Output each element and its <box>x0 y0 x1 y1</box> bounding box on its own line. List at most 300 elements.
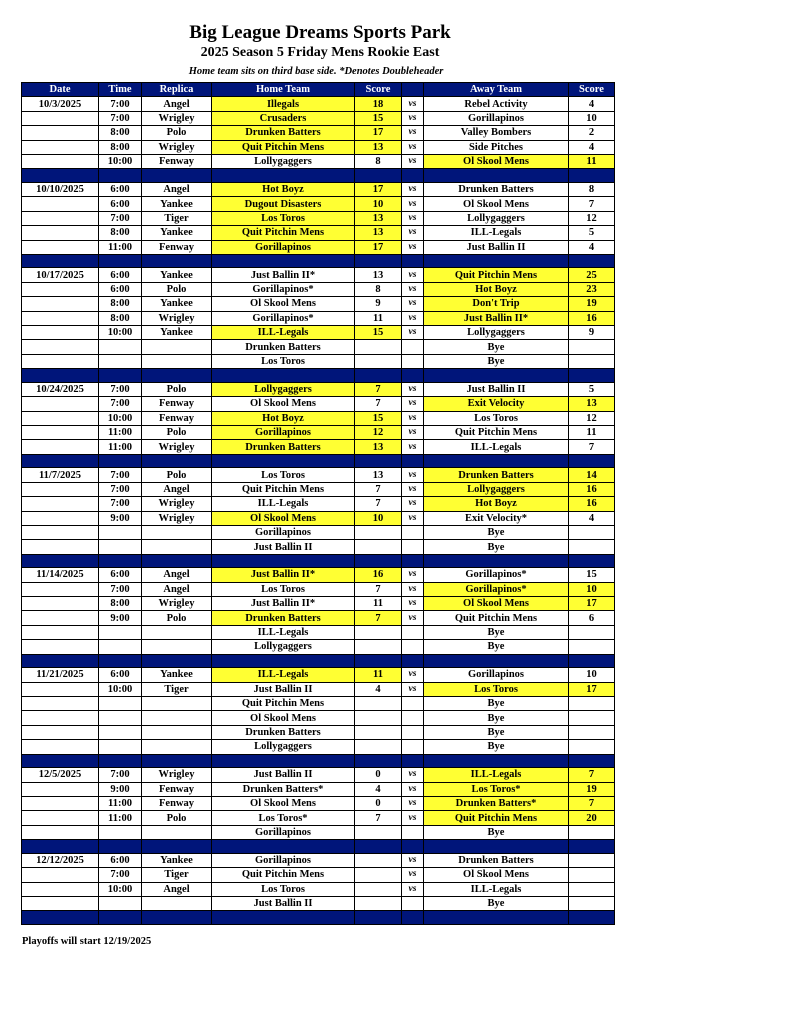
field-name: Fenway <box>142 154 212 168</box>
separator-cell <box>569 169 615 183</box>
home-score: 9 <box>355 297 402 311</box>
table-row <box>22 740 615 754</box>
separator-cell <box>99 911 142 925</box>
home-team: Lollygaggers <box>212 382 355 396</box>
table-row <box>22 711 615 725</box>
game-time: 11:00 <box>99 425 142 439</box>
separator-cell <box>212 254 355 268</box>
game-time: 11:00 <box>99 440 142 454</box>
home-team: Gorillapinos <box>212 240 355 254</box>
vs-label: vs <box>402 782 424 796</box>
game-time <box>99 825 142 839</box>
vs-label <box>402 354 424 368</box>
field-name: Polo <box>142 282 212 296</box>
away-score: 11 <box>569 154 615 168</box>
table-row <box>22 382 615 396</box>
table-row <box>22 226 615 240</box>
week-separator <box>22 169 615 183</box>
separator-cell <box>99 369 142 383</box>
game-time: 7:00 <box>99 582 142 596</box>
field-name: Tiger <box>142 868 212 882</box>
vs-label <box>402 740 424 754</box>
away-team: Quit Pitchin Mens <box>424 811 569 825</box>
field-name: Wrigley <box>142 768 212 782</box>
away-team: Bye <box>424 896 569 910</box>
away-score: 5 <box>569 226 615 240</box>
separator-cell <box>569 911 615 925</box>
header-away-team: Away Team <box>424 83 569 97</box>
field-name: Wrigley <box>142 497 212 511</box>
vs-label: vs <box>402 382 424 396</box>
away-team: Quit Pitchin Mens <box>424 611 569 625</box>
vs-label: vs <box>402 282 424 296</box>
table-row <box>22 297 615 311</box>
field-name: Polo <box>142 811 212 825</box>
home-team: Ol Skool Mens <box>212 796 355 810</box>
separator-cell <box>142 454 212 468</box>
game-date <box>22 796 99 810</box>
game-time: 6:00 <box>99 182 142 196</box>
home-score: 7 <box>355 382 402 396</box>
vs-label <box>402 640 424 654</box>
home-score: 13 <box>355 211 402 225</box>
header-date: Date <box>22 83 99 97</box>
away-score: 19 <box>569 297 615 311</box>
separator-cell <box>212 454 355 468</box>
field-name <box>142 354 212 368</box>
game-date <box>22 625 99 639</box>
field-name: Angel <box>142 97 212 111</box>
vs-label: vs <box>402 868 424 882</box>
field-name: Polo <box>142 382 212 396</box>
separator-cell <box>424 254 569 268</box>
game-time: 7:00 <box>99 97 142 111</box>
separator-cell <box>424 454 569 468</box>
field-name: Yankee <box>142 226 212 240</box>
game-date <box>22 725 99 739</box>
home-score <box>355 640 402 654</box>
away-team: Drunken Batters <box>424 853 569 867</box>
field-name: Polo <box>142 611 212 625</box>
game-date <box>22 811 99 825</box>
field-name: Polo <box>142 126 212 140</box>
game-time: 7:00 <box>99 382 142 396</box>
away-score: 6 <box>569 611 615 625</box>
game-date <box>22 111 99 125</box>
away-team: ILL-Legals <box>424 882 569 896</box>
game-date <box>22 311 99 325</box>
home-team: Illegals <box>212 97 355 111</box>
game-time: 8:00 <box>99 311 142 325</box>
table-row <box>22 240 615 254</box>
home-team: Drunken Batters <box>212 725 355 739</box>
vs-label: vs <box>402 197 424 211</box>
game-date <box>22 440 99 454</box>
away-team: Bye <box>424 640 569 654</box>
game-time <box>99 711 142 725</box>
home-team: Ol Skool Mens <box>212 711 355 725</box>
vs-label: vs <box>402 768 424 782</box>
away-score <box>569 882 615 896</box>
home-team: Drunken Batters <box>212 440 355 454</box>
schedule-table <box>21 82 615 925</box>
game-date <box>22 226 99 240</box>
vs-label <box>402 711 424 725</box>
away-score <box>569 340 615 354</box>
game-date: 11/21/2025 <box>22 668 99 682</box>
home-score <box>355 525 402 539</box>
away-team: Bye <box>424 697 569 711</box>
table-row <box>22 197 615 211</box>
field-name: Angel <box>142 568 212 582</box>
away-team: Gorillapinos <box>424 111 569 125</box>
home-team: Hot Boyz <box>212 411 355 425</box>
away-score: 14 <box>569 468 615 482</box>
away-score <box>569 697 615 711</box>
home-score: 13 <box>355 468 402 482</box>
game-time <box>99 625 142 639</box>
game-time <box>99 354 142 368</box>
home-score: 0 <box>355 768 402 782</box>
home-team: Lollygaggers <box>212 640 355 654</box>
home-score: 7 <box>355 397 402 411</box>
separator-cell <box>22 654 99 668</box>
home-team: Drunken Batters <box>212 340 355 354</box>
home-score: 13 <box>355 268 402 282</box>
home-score: 18 <box>355 97 402 111</box>
separator-cell <box>402 654 424 668</box>
vs-label: vs <box>402 682 424 696</box>
game-time: 7:00 <box>99 497 142 511</box>
away-team: Exit Velocity* <box>424 511 569 525</box>
away-score <box>569 625 615 639</box>
game-time: 6:00 <box>99 668 142 682</box>
home-team: Quit Pitchin Mens <box>212 697 355 711</box>
separator-cell <box>142 554 212 568</box>
game-date: 10/24/2025 <box>22 382 99 396</box>
home-team: Quit Pitchin Mens <box>212 482 355 496</box>
separator-cell <box>402 840 424 854</box>
table-row <box>22 611 615 625</box>
table-row <box>22 111 615 125</box>
field-name: Angel <box>142 182 212 196</box>
away-score: 9 <box>569 326 615 340</box>
vs-label: vs <box>402 497 424 511</box>
header-replica: Replica <box>142 83 212 97</box>
game-date <box>22 297 99 311</box>
vs-label <box>402 340 424 354</box>
home-team: Gorillapinos <box>212 853 355 867</box>
table-row <box>22 182 615 196</box>
week-separator <box>22 754 615 768</box>
home-team: Just Ballin II <box>212 768 355 782</box>
game-time: 7:00 <box>99 768 142 782</box>
home-team: Just Ballin II* <box>212 568 355 582</box>
separator-cell <box>424 911 569 925</box>
game-time: 11:00 <box>99 240 142 254</box>
field-name: Polo <box>142 468 212 482</box>
game-time: 7:00 <box>99 111 142 125</box>
separator-cell <box>355 254 402 268</box>
table-row <box>22 697 615 711</box>
separator-cell <box>212 369 355 383</box>
vs-label: vs <box>402 311 424 325</box>
home-team: Gorillapinos <box>212 425 355 439</box>
separator-cell <box>569 554 615 568</box>
game-date <box>22 782 99 796</box>
away-team: Drunken Batters <box>424 468 569 482</box>
away-score: 5 <box>569 382 615 396</box>
separator-cell <box>22 840 99 854</box>
table-row <box>22 768 615 782</box>
away-team: Bye <box>424 625 569 639</box>
week-separator <box>22 554 615 568</box>
game-time <box>99 640 142 654</box>
away-score: 16 <box>569 311 615 325</box>
separator-cell <box>355 369 402 383</box>
separator-cell <box>212 554 355 568</box>
away-score: 4 <box>569 240 615 254</box>
separator-cell <box>99 754 142 768</box>
game-time: 6:00 <box>99 197 142 211</box>
separator-cell <box>142 654 212 668</box>
away-score <box>569 853 615 867</box>
home-team: Just Ballin II <box>212 682 355 696</box>
home-score: 15 <box>355 111 402 125</box>
field-name: Fenway <box>142 397 212 411</box>
vs-label: vs <box>402 154 424 168</box>
home-score: 17 <box>355 240 402 254</box>
separator-cell <box>22 254 99 268</box>
separator-cell <box>22 169 99 183</box>
separator-cell <box>212 911 355 925</box>
vs-label <box>402 825 424 839</box>
home-team: Gorillapinos* <box>212 311 355 325</box>
home-score: 7 <box>355 482 402 496</box>
home-score: 4 <box>355 682 402 696</box>
away-team: Bye <box>424 525 569 539</box>
separator-cell <box>142 169 212 183</box>
field-name: Fenway <box>142 796 212 810</box>
game-time <box>99 725 142 739</box>
game-date <box>22 340 99 354</box>
away-team: Lollygaggers <box>424 482 569 496</box>
vs-label: vs <box>402 511 424 525</box>
game-date: 12/5/2025 <box>22 768 99 782</box>
home-score: 10 <box>355 197 402 211</box>
separator-cell <box>355 169 402 183</box>
separator-cell <box>569 454 615 468</box>
home-score: 16 <box>355 568 402 582</box>
away-team: Bye <box>424 711 569 725</box>
away-team: Ol Skool Mens <box>424 597 569 611</box>
separator-cell <box>142 911 212 925</box>
vs-label: vs <box>402 468 424 482</box>
vs-label: vs <box>402 611 424 625</box>
game-time: 10:00 <box>99 682 142 696</box>
home-score <box>355 711 402 725</box>
field-name: Yankee <box>142 297 212 311</box>
separator-cell <box>424 554 569 568</box>
separator-cell <box>424 654 569 668</box>
header-row <box>22 83 615 97</box>
separator-cell <box>569 654 615 668</box>
game-time: 11:00 <box>99 796 142 810</box>
separator-cell <box>355 840 402 854</box>
vs-label: vs <box>402 853 424 867</box>
vs-label: vs <box>402 226 424 240</box>
away-score <box>569 725 615 739</box>
home-team: Quit Pitchin Mens <box>212 140 355 154</box>
away-score: 15 <box>569 568 615 582</box>
home-team: Hot Boyz <box>212 182 355 196</box>
home-score: 7 <box>355 497 402 511</box>
vs-label: vs <box>402 126 424 140</box>
away-score: 25 <box>569 268 615 282</box>
week-separator <box>22 654 615 668</box>
home-team: Los Toros <box>212 882 355 896</box>
field-name: Wrigley <box>142 597 212 611</box>
home-score: 13 <box>355 226 402 240</box>
field-name: Fenway <box>142 411 212 425</box>
table-row <box>22 825 615 839</box>
playoffs-note: Playoffs will start 12/19/2025 <box>22 936 152 947</box>
separator-cell <box>99 654 142 668</box>
table-row <box>22 597 615 611</box>
separator-cell <box>424 369 569 383</box>
game-time <box>99 340 142 354</box>
away-score: 13 <box>569 397 615 411</box>
away-score: 8 <box>569 182 615 196</box>
separator-cell <box>22 454 99 468</box>
game-time <box>99 896 142 910</box>
home-score <box>355 825 402 839</box>
home-score: 7 <box>355 582 402 596</box>
away-score <box>569 640 615 654</box>
home-team: Gorillapinos <box>212 825 355 839</box>
away-score <box>569 711 615 725</box>
game-time: 6:00 <box>99 268 142 282</box>
table-row <box>22 682 615 696</box>
field-name <box>142 697 212 711</box>
table-row <box>22 482 615 496</box>
separator-cell <box>212 654 355 668</box>
home-team: ILL-Legals <box>212 497 355 511</box>
home-team: Quit Pitchin Mens <box>212 868 355 882</box>
away-score <box>569 354 615 368</box>
vs-label: vs <box>402 482 424 496</box>
away-team: Hot Boyz <box>424 497 569 511</box>
vs-label: vs <box>402 411 424 425</box>
game-date <box>22 525 99 539</box>
table-row <box>22 540 615 554</box>
game-time: 7:00 <box>99 211 142 225</box>
game-date: 10/10/2025 <box>22 182 99 196</box>
home-team: Quit Pitchin Mens <box>212 226 355 240</box>
vs-label <box>402 525 424 539</box>
home-team: ILL-Legals <box>212 326 355 340</box>
field-name <box>142 725 212 739</box>
separator-cell <box>22 554 99 568</box>
away-team: Los Toros <box>424 411 569 425</box>
game-time: 10:00 <box>99 154 142 168</box>
vs-label: vs <box>402 140 424 154</box>
game-date <box>22 882 99 896</box>
home-team: Los Toros <box>212 354 355 368</box>
away-team: Ol Skool Mens <box>424 154 569 168</box>
table-row <box>22 425 615 439</box>
away-score: 10 <box>569 582 615 596</box>
game-time <box>99 540 142 554</box>
away-team: Valley Bombers <box>424 126 569 140</box>
away-score <box>569 740 615 754</box>
game-date <box>22 140 99 154</box>
field-name: Fenway <box>142 782 212 796</box>
game-date <box>22 411 99 425</box>
game-time: 11:00 <box>99 811 142 825</box>
away-team: Bye <box>424 825 569 839</box>
away-score: 16 <box>569 497 615 511</box>
game-date <box>22 711 99 725</box>
away-team: Gorillapinos <box>424 668 569 682</box>
table-row <box>22 354 615 368</box>
table-row <box>22 896 615 910</box>
home-team: Los Toros* <box>212 811 355 825</box>
vs-label <box>402 725 424 739</box>
home-team: Just Ballin II <box>212 540 355 554</box>
away-score <box>569 868 615 882</box>
home-score: 15 <box>355 411 402 425</box>
game-time: 9:00 <box>99 611 142 625</box>
vs-label: vs <box>402 796 424 810</box>
game-time: 8:00 <box>99 140 142 154</box>
home-score: 7 <box>355 611 402 625</box>
game-time: 8:00 <box>99 297 142 311</box>
away-team: Drunken Batters* <box>424 796 569 810</box>
field-name <box>142 825 212 839</box>
home-team: Drunken Batters <box>212 126 355 140</box>
away-team: Just Ballin II* <box>424 311 569 325</box>
game-date <box>22 540 99 554</box>
field-name: Polo <box>142 425 212 439</box>
separator-cell <box>402 254 424 268</box>
home-score <box>355 868 402 882</box>
separator-cell <box>212 754 355 768</box>
separator-cell <box>569 254 615 268</box>
home-team: Los Toros <box>212 582 355 596</box>
home-score <box>355 697 402 711</box>
home-team: Ol Skool Mens <box>212 297 355 311</box>
vs-label: vs <box>402 397 424 411</box>
vs-label <box>402 697 424 711</box>
home-score <box>355 625 402 639</box>
home-score <box>355 740 402 754</box>
table-row <box>22 568 615 582</box>
header-away-score: Score <box>569 83 615 97</box>
game-date <box>22 582 99 596</box>
home-score: 8 <box>355 154 402 168</box>
field-name: Yankee <box>142 197 212 211</box>
table-row <box>22 140 615 154</box>
table-row <box>22 340 615 354</box>
field-name <box>142 525 212 539</box>
home-team: Gorillapinos* <box>212 282 355 296</box>
game-time: 7:00 <box>99 397 142 411</box>
home-score: 17 <box>355 182 402 196</box>
game-time: 7:00 <box>99 868 142 882</box>
away-score: 7 <box>569 440 615 454</box>
field-name <box>142 640 212 654</box>
